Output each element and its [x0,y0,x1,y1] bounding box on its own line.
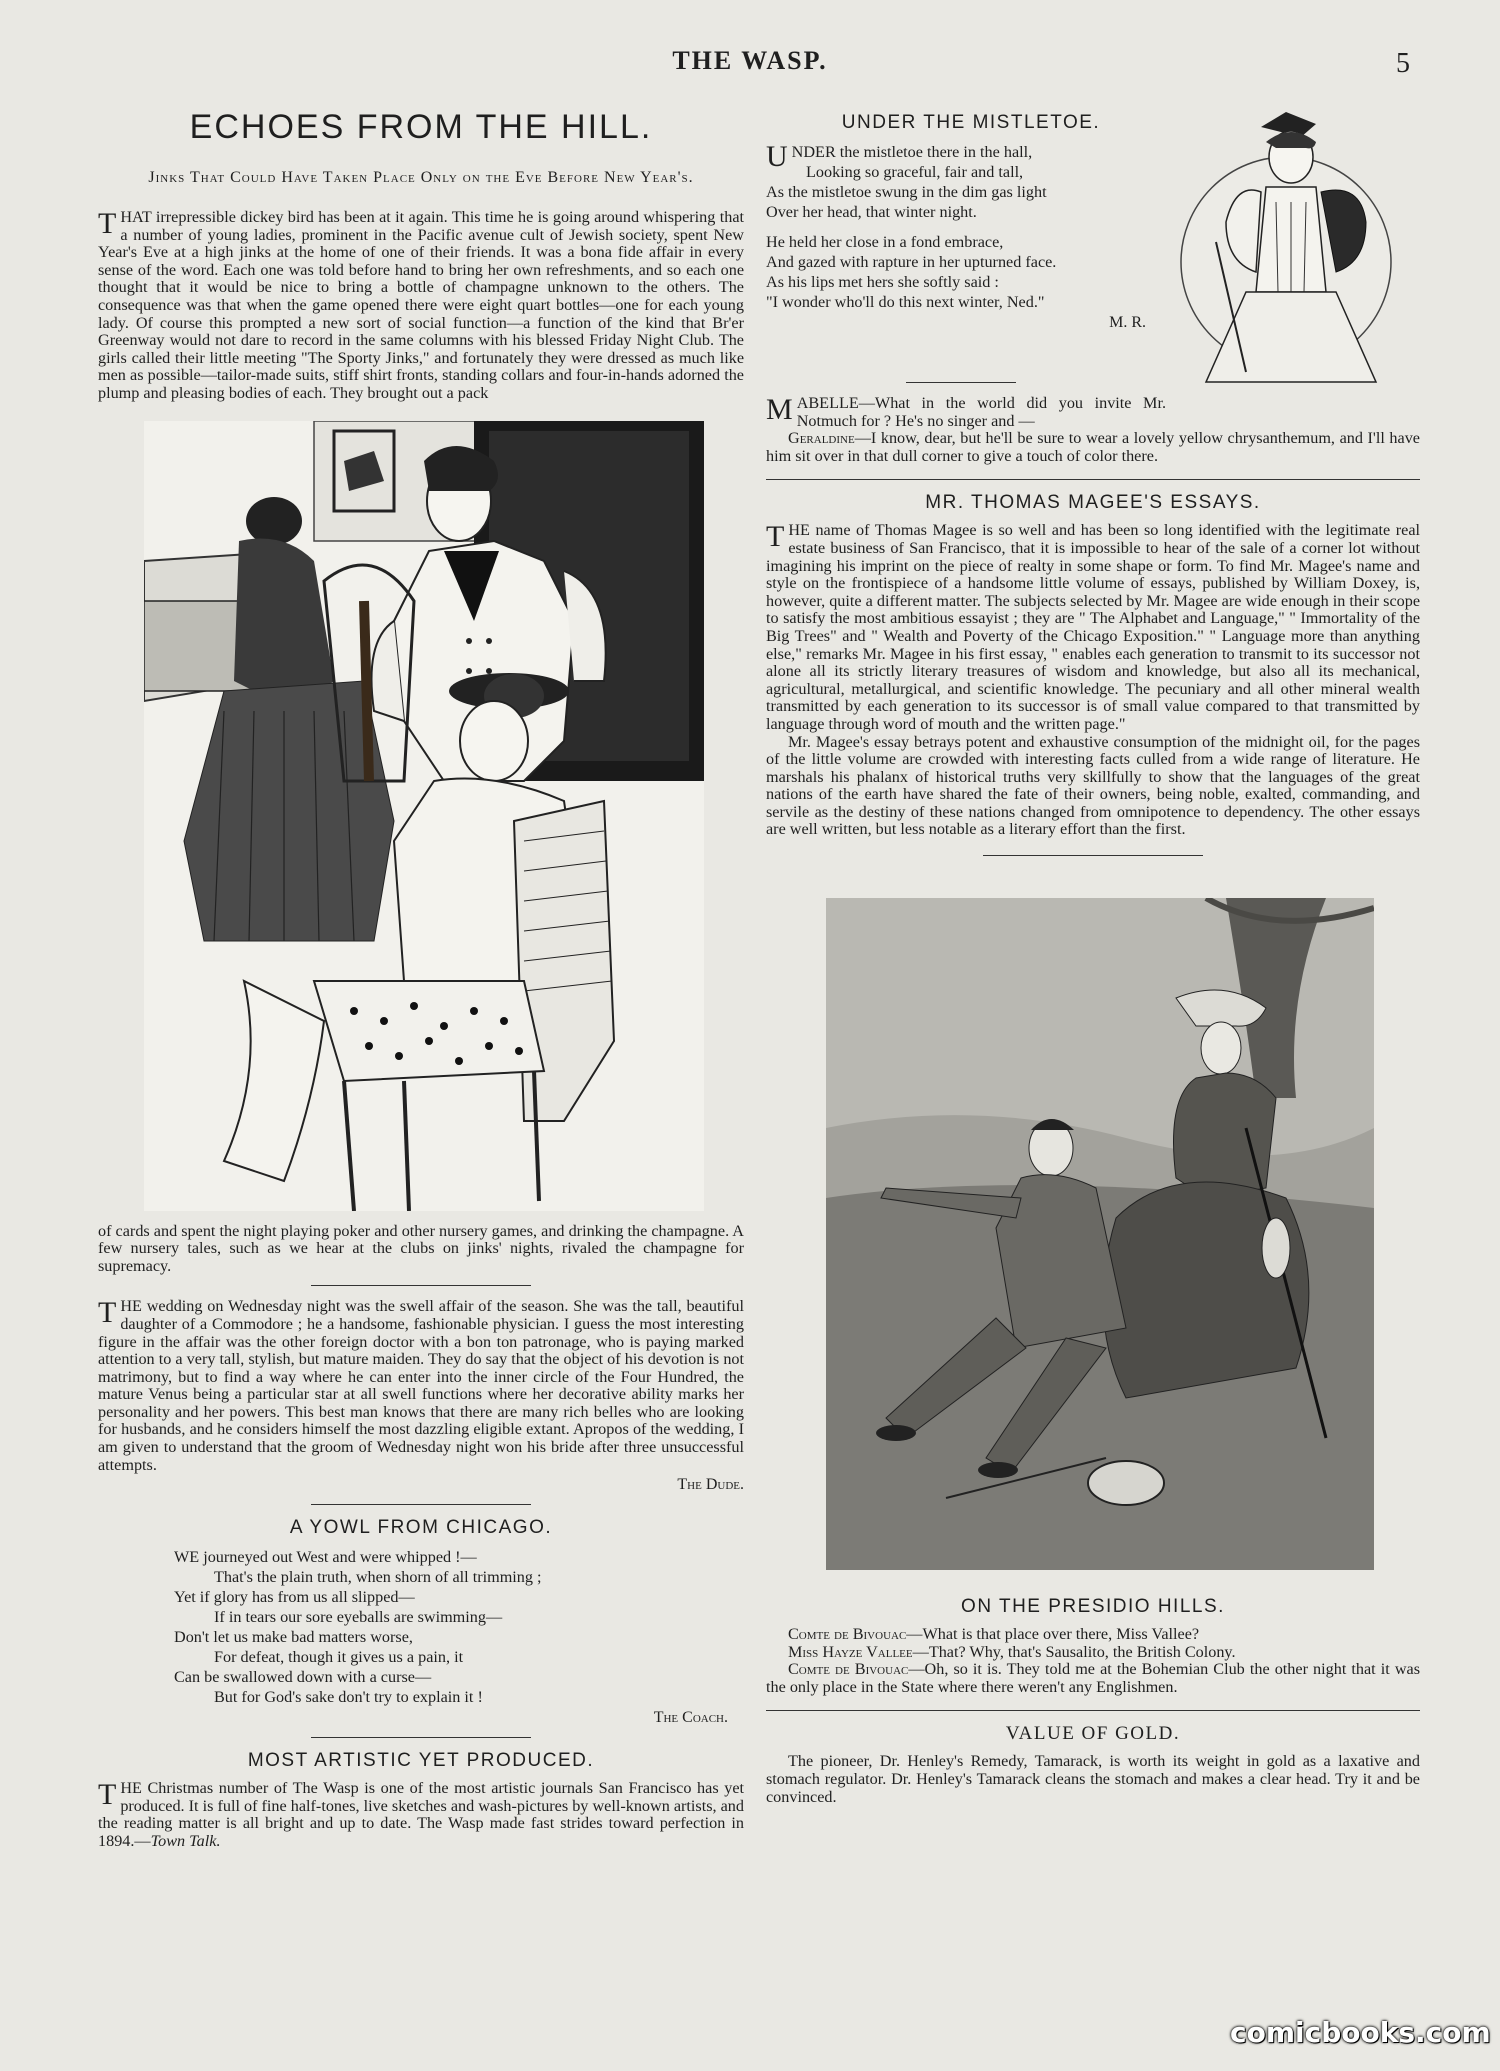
geraldine-line [766,430,1420,465]
echoes-subtitle: Jinks That Could Have Taken Place Only on the Eve Before New Year's. [148,169,694,186]
divider [311,1285,531,1286]
echoes-paragraph-1-continued: of cards and spent the night playing poker and other nursery games, and drinking the champagne. A few nursery tales, such as we hear at the clubs on jinks' nights, rivaled the champagne for supremacy. [98,1221,744,1275]
magee-title: MR. THOMAS MAGEE'S ESSAYS. [925,492,1261,514]
verse-line: He held her close in a fond embrace, [766,233,1004,251]
mistletoe-signature: M. R. [1109,314,1146,331]
verse-line: For defeat, though it gives us a pain, it [214,1648,464,1667]
artistic-text [98,1780,744,1850]
echoes-paragraph-1: THAT irrepressible dickey bird has been at it again. This time he is going around whispering that a number of young ladies, prominent in the Pacific avenue cult of Jewish society, spent New Year's Eve at a high jinks at the home of one of their friends. It was a bona fide affair in every sense of the word. Each one was told before hand to bring her own refreshments, and so each one thought that it would be nice to bring a bottle of champagne unknown to the others. The consequence was that when the game opened there were eight quart bottles—one for each young lady. Of course this prompted a new sort of social function—a function of the kind that Br'er Greenway would not dare to record in the same columns with his blessed Friday Night Club. The girls called their little meeting "The Sporty Jinks," and fortunately they were dressed as much like men as possible—tailor-made suits, stiff shirt fronts, standing collars and four-in-hands adorned the plump and pleasing bodies of each. They brought out a pack [98,207,744,402]
verse-line: If in tears our sore eyeballs are swimming— [214,1608,503,1627]
mabelle-line: MABELLE—What in the world did you invite Mr. Notmuch for ? He's no singer and — [766,393,1166,430]
page-number: 5 [1396,48,1410,79]
left-column [98,108,744,1851]
card-party-drawing [144,421,704,1211]
verse-line: But for God's sake don't try to explain it ! [214,1688,483,1707]
echoes-title: ECHOES FROM THE HILL. [189,108,653,146]
gold-title: VALUE OF GOLD. [1005,1723,1181,1745]
verse-line: As his lips met hers she softly said : [766,273,999,291]
presidio-title: ON THE PRESIDIO HILLS. [961,1596,1225,1618]
echoes-signature: The Dude. [677,1476,744,1494]
presidio-text-3: —Oh, so it is. They told me at the Bohemian Club the other night that it was the only place in the State where there weren't any Englishmen. [766,1660,1420,1696]
artistic-title: MOST ARTISTIC YET PRODUCED. [247,1750,595,1772]
verse-line: And gazed with rapture in her upturned face. [766,253,1057,271]
speaker-miss-vallee: Miss Hayze Vallee [788,1642,913,1661]
verse-line: WE journeyed out West and were whipped !— [174,1548,477,1567]
magee-paragraph-2: Mr. Magee's essay betrays potent and exhaustive consumption of the midnight oil, for the pages of the little volume are crowded with interesting facts culled from a wide range of literature. He marshals his phalanx of historical truths very skillfully to show that the languages of the great nations of the earth have shared the fate of their owners, being noble, exalted, commanding, and servile as the destiny of these nations changed from omnipotence to dependency. The other essays are well written, but less notable as a literary effort than the first. [766,732,1420,839]
yowl-signature: The Coach. [653,1709,728,1727]
presidio-text-1: —What is that place over there, Miss Vallee? [906,1625,1200,1644]
speaker-geraldine: Geraldine [788,429,855,448]
divider [906,382,1016,383]
divider [311,1504,531,1505]
verse-line: Yet if glory has from us all slipped— [174,1588,415,1607]
magee-paragraph-1: THE name of Thomas Magee is so well and has been so long identified with the legitimate real estate business of San Francisco, that it is impossible to hear of the sale of a corner lot without imagining his imprint on the piece of realty in some shape or form. To find Mr. Magee's name and style on the frontispiece of a handsome little volume of essays, published by William Doxey, is, however, quite a different matter. The subjects selected by Mr. Magee are wide enough in their scope to satisfy the most ambitious essayist ; they are " The Alphabet and Language," " Immortality of the Big Trees" and " Wealth and Poverty of the Chicago Exposition." " Language more than anything else," remarks Mr. Magee in his first essay, " enables each generation to transmit to its successor not alone all its strictly literary treasures of wisdom and knowledge, but also all its mechanical, agricultural, metallurgical, and scientific knowledge. The pecuniary and all other mineral wealth transmitted by each generation to its successor is of small value compared to that transmitted by language through word of mouth and the written page." [766,520,1420,733]
watermark: comicbooks.com [1230,2016,1491,2049]
verse-line: "I wonder who'll do this next winter, Ned." [766,293,1045,311]
mistletoe-illustration [1166,112,1406,402]
verse-line [766,222,1166,232]
gold-text: The pioneer, Dr. Henley's Remedy, Tamarack, is worth its weight in gold as a laxative and stomach regulator. Dr. Henley's Tamarack cleans the stomach and makes a clear head. Try it and be convinced. [766,1752,1420,1806]
divider [311,1737,531,1738]
speaker-comte: Comte de Bivouac [788,1660,909,1679]
echoes-paragraph-2: THE wedding on Wednesday night was the swell affair of the season. She was the tall, beautiful daughter of a Commodore ; he a handsome, fashionable physician. I guess the most interesting figure in the affair was the other foreign doctor with a bon ton patronage, who is paying marked attention to a very tall, stylish, but mature maiden. They do say that the object of his devotion is not matrimony, but to find a way where he can enter into the inner circle of the Four Hundred, the mature Venus being a particular star at all swell functions where her decorative ability marks her personality and her powers. This best man knows that there are many rich belles who are looking for husbands, and he considers himself the most dazzling eligible extant. Apropos of the wedding, I am given to understand that the groom of Wednesday night won his bride after three unsuccessful attempts. [98,1296,744,1474]
verse-line: UNDER the mistletoe there in the hall, [766,140,1033,173]
presidio-line-1 [766,1626,1420,1644]
verse-line: Don't let us make bad matters worse, [174,1628,413,1647]
geraldine-text: —I know, dear, but he'll be sure to wear a lovely yellow chrysanthemum, and I'll have him sit over in that dull corner to give a touch of color there. [766,429,1420,465]
presidio-text-2: —That? Why, that's Sausalito, the British Colony. [912,1642,1236,1661]
speaker-comte: Comte de Bivouac [788,1625,907,1644]
masthead: THE WASP. [672,46,828,75]
divider [766,1710,1420,1711]
yowl-verse [98,1547,744,1707]
artistic-body: THE Christmas number of The Wasp is one of the most artistic journals San Francisco has yet produced. It is full of fine half-tones, live sketches and wash-pictures by well-known artists, and the reading matter is all bright and up to date. The Wasp made fast strides toward perfection in 1894.— [98,1778,744,1851]
illustration-presidio [826,898,1374,1570]
verse-line: As the mistletoe swung in the dim gas light [766,183,1047,201]
yowl-title: A YOWL FROM CHICAGO. [289,1517,553,1539]
right-column [766,112,1420,1806]
verse-line: Over her head, that winter night. [766,203,977,221]
verse-line: That's the plain truth, when shorn of all trimming ; [214,1568,542,1587]
divider [766,479,1420,480]
artistic-source: Town Talk. [150,1832,221,1851]
mistletoe-block [766,142,1420,372]
divider [983,855,1203,856]
presidio-line-2 [766,1644,1420,1662]
mistletoe-verse [766,142,1166,332]
illustration-card-party [144,421,704,1211]
presidio-line-3 [766,1661,1420,1696]
verse-line: Looking so graceful, fair and tall, [806,163,1024,181]
verse-line: Can be swallowed down with a curse— [174,1668,432,1687]
presidio-drawing [826,898,1374,1570]
mistletoe-title: UNDER THE MISTLETOE. [841,112,1101,133]
